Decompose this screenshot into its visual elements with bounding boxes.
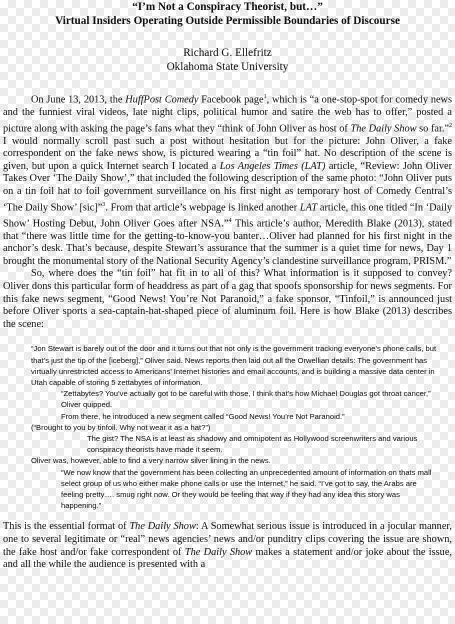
p1-text-i: This article’s author, Meredith Blake (2013), stated that “there was little time for the getting-to-know-you banter…Oliver had planned for his first night in the anchor’s desk. That’s because, despite Stewart’s assurance that the summer is a quiet time for news, Day 1 brought the monumental story of the National Security Agency’s clandestine surveillance program, PRISM.” bbox=[3, 218, 452, 267]
p1-italic-lat-2: LAT bbox=[299, 202, 318, 214]
p3-italic-daily-show: The Daily Show bbox=[129, 521, 196, 533]
block-quote bbox=[31, 343, 440, 511]
quote-line-2: “Zettabytes? You’ve actually got to be careful with those, I think that’s how Michael Douglas got throat cancer,” Oliver quipped. bbox=[61, 389, 431, 410]
paragraph-2: So, where does the “tin foil” hat fit in to all of this? What information is it supposed to convey? Oliver dons this particular form of headdress as part of a gag that spoofs sponsorship for news segments. For this fake news segment, “Good News! You’re Not Paranoid,” a fake sponsor, “Tinfoil,” is announced just before Oliver sports a sea-captain-hat-shaped piece of aluminum foil. Here is how Blake (2013) describes the scene: bbox=[3, 268, 452, 330]
p1-text-g: . From that article’s webpage is linked another bbox=[105, 202, 300, 214]
p3-text-b: : A Somewhat serious issue is introduced in a jocular manner, one to several legitimate or “real” news agencies’ news and/or punditry clips covering the issue are shown, the fake host and/or fake correspondent of bbox=[3, 521, 452, 558]
p1-text-f: article, “Review: John Oliver Takes Over ‘The Daily Show’,” that included the following description of the same photo: “John Oliver puts on a tin foil hat to foil government surveillance on his first night as temporary host of Comedy Central’s ‘The Daily Show’ [sic]” bbox=[3, 160, 452, 214]
paragraph-1 bbox=[3, 91, 452, 268]
footnote-ref-1[interactable]: 1 bbox=[263, 94, 267, 100]
paper-title-line-1: “I’m Not a Conspiracy Theorist, but…” bbox=[132, 1, 323, 13]
quote-line-6: Oliver was, however, able to find a very narrow silver lining in the news. bbox=[31, 456, 271, 466]
author-affiliation: Oklahoma State University bbox=[166, 61, 289, 73]
footnote-ref-3[interactable]: 3 bbox=[102, 201, 106, 208]
paper-title-line-2: Virtual Insiders Operating Outside Permissible Boundaries of Discourse bbox=[55, 15, 400, 27]
quote-line-1: “Jon Stewart is barely out of the door and it turns out that not only is the government tracking everyone’s phone calls, but that’s just the tip of the [iceberg],” Oliver said. News reports then laid out all the Orwellian details: The government has virtually unrestricted access to Americans’ Internet histories and email accounts, and is building a massive data center in Utah capable of storing 5 zettabytes of information. bbox=[31, 344, 437, 387]
footnote-ref-4[interactable]: 4 bbox=[228, 217, 232, 224]
p3-italic-daily-show-2: The Daily Show bbox=[184, 546, 253, 558]
author-name: Richard G. Ellefritz bbox=[183, 47, 272, 59]
p1-italic-huffpost: HuffPost Comedy bbox=[125, 94, 199, 106]
p3-text-a: This is the essential format of bbox=[3, 521, 130, 533]
p1-text-h: article, this one titled “In ‘Daily Show’ Hosting Debut, John Oliver Goes after NSA.” bbox=[3, 202, 453, 230]
footnote-ref-2[interactable]: 2 bbox=[449, 122, 452, 129]
quote-line-4: (“Brought to you by tinfoil. Why not wear it as a hat?”) bbox=[31, 422, 211, 432]
p1-text-a: On June 13, 2013, the bbox=[31, 94, 126, 106]
paragraph-3 bbox=[3, 521, 452, 571]
p1-italic-lat: Los Angeles Times (LAT) bbox=[219, 160, 326, 172]
p1-text-d: so far.” bbox=[416, 123, 449, 135]
quote-line-3: From there, he introduced a new segment called “Good News! You’re Not Paranoid.” bbox=[61, 411, 345, 421]
quote-line-5: The gist? The NSA is at least as shadowy and omnipotent as Hollywood screenwriters and various conspiracy theorists have made it seem. bbox=[87, 434, 418, 455]
p1-text-b: Facebook page bbox=[198, 94, 264, 106]
p1-text-c: , which is “a one-stop-spot for comedy news and the funniest viral videos, late night clips, political humor and satire the web has to offer,” posted a picture along with asking the page’s fans what they “think of John Oliver as host of bbox=[3, 94, 452, 135]
p3-text-c: makes a statement and/or joke about the issue, and all the while the audience is presented with a bbox=[3, 546, 452, 571]
quote-line-7: “We now know that the government has been collecting an unprecedented amount of information on thats mall select group of us who either make phone calls or use the Internet,” he said. “I’ve got to say, the Arabs are feeling pretty…. smug right now. Or they would be feeling that way if they had any idea this story was happening.” bbox=[61, 467, 432, 511]
p1-text-e: I would normally scroll past such a post without hesitation but for the picture: John Oliver, a fake correspondent on the fake news show, is pictured wearing a “tin foil” hat. No description of the scene is given, but upon a quick Internet search I located a bbox=[3, 135, 452, 172]
p1-italic-daily-show: The Daily Show bbox=[350, 123, 417, 135]
